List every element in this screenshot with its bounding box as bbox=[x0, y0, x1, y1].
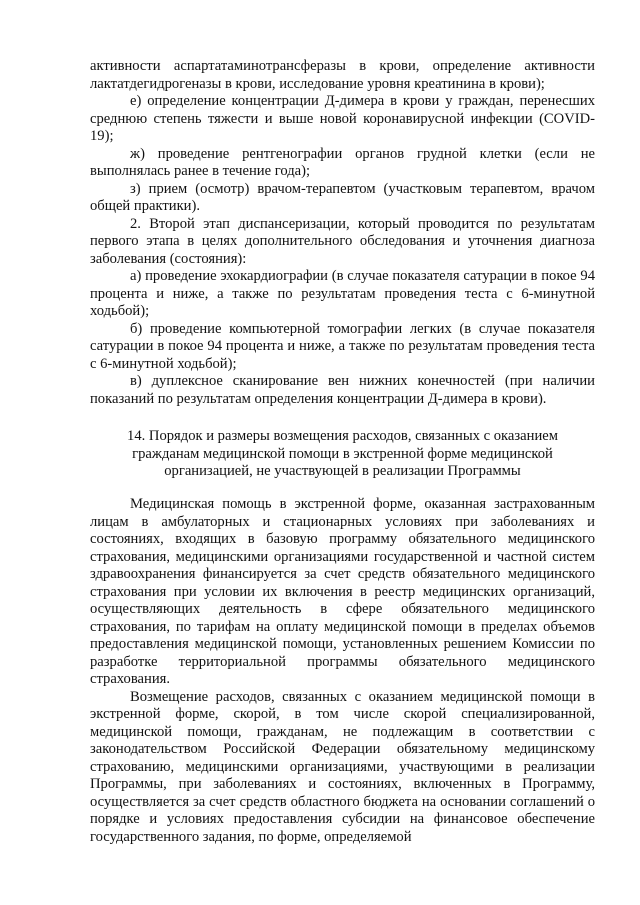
paragraph-second-stage: 2. Второй этап диспансеризации, который проводится по результатам первого этапа в целях дополнительного обследования и уточнения диагноза заболевания (состояния): bbox=[90, 215, 595, 267]
paragraph-item-a-echo: а) проведение эхокардиографии (в случае показателя сатурации в покое 94 процента и ниже, а также по результатам проведения теста с 6-минутной ходьбой); bbox=[90, 268, 595, 319]
paragraph-item-zh-xray: ж) проведение рентгенографии органов грудной клетки (если не выполнялась ранее в течение года); bbox=[90, 145, 595, 179]
paragraph-item-v-duplex: в) дуплексное сканирование вен нижних конечностей (при наличии показаний по результатам определения концентрации Д-димера в крови). bbox=[90, 373, 595, 407]
section-b-text bbox=[90, 496, 595, 846]
paragraph-continuation: активности аспартатаминотрансферазы в крови, определение активности лактатдегидрогеназы в крови, исследование уровня креатинина в крови); bbox=[90, 58, 595, 92]
paragraph-item-e-d-dimer: е) определение концентрации Д-димера в крови у граждан, перенесших среднюю степень тяжести и выше новой коронавирусной инфекции (COVID-19); bbox=[90, 93, 595, 144]
section-a-text bbox=[90, 58, 595, 408]
section-heading: 14. Порядок и размеры возмещения расходов, связанных с оказанием гражданам медицинской помощи в экстренной форме медицинской организацией, не участвующей в реализации Программы bbox=[127, 428, 558, 479]
paragraph-item-z-therapist: з) прием (осмотр) врачом-терапевтом (участковым терапевтом, врачом общей практики). bbox=[90, 180, 595, 214]
paragraph-emergency-care: Медицинская помощь в экстренной форме, оказанная застрахованным лицам в амбулаторных и стационарных условиях при заболеваниях и состояниях, входящих в базовую программу обязательного медицинского страхования, медицинскими организациями государственной и частной систем здравоохранения финансируется за счет средств обязательного медицинского страхования при условии их включения в реестр медицинских организаций, осуществляющих деятельность в сфере обязательного медицинского страхования, по тарифам на оплату медицинской помощи в пределах объемов предоставления медицинской помощи, установленных решением Комиссии по разработке территориальной программы обязательного медицинского страхования. bbox=[90, 496, 595, 687]
paragraph-item-b-ct: б) проведение компьютерной томографии легких (в случае показателя сатурации в покое 94 процента и ниже, а также по результатам проведения теста с 6-минутной ходьбой); bbox=[90, 320, 595, 372]
paragraph-reimbursement: Возмещение расходов, связанных с оказанием медицинской помощи в экстренной форме, скорой, в том числе скорой специализированной, медицинской помощи, гражданам, не подлежащим в соответствии с законодательством Российской Федерации обязательному медицинскому страхованию, медицинскими организациями, участвующими в реализации Программы, при заболеваниях и состояниях, включенных в Программу, осуществляется за счет средств областного бюджета на основании соглашений о порядке и условиях предоставления субсидии на финансовое обеспечение государственного задания, по форме, определяемой bbox=[90, 688, 595, 845]
